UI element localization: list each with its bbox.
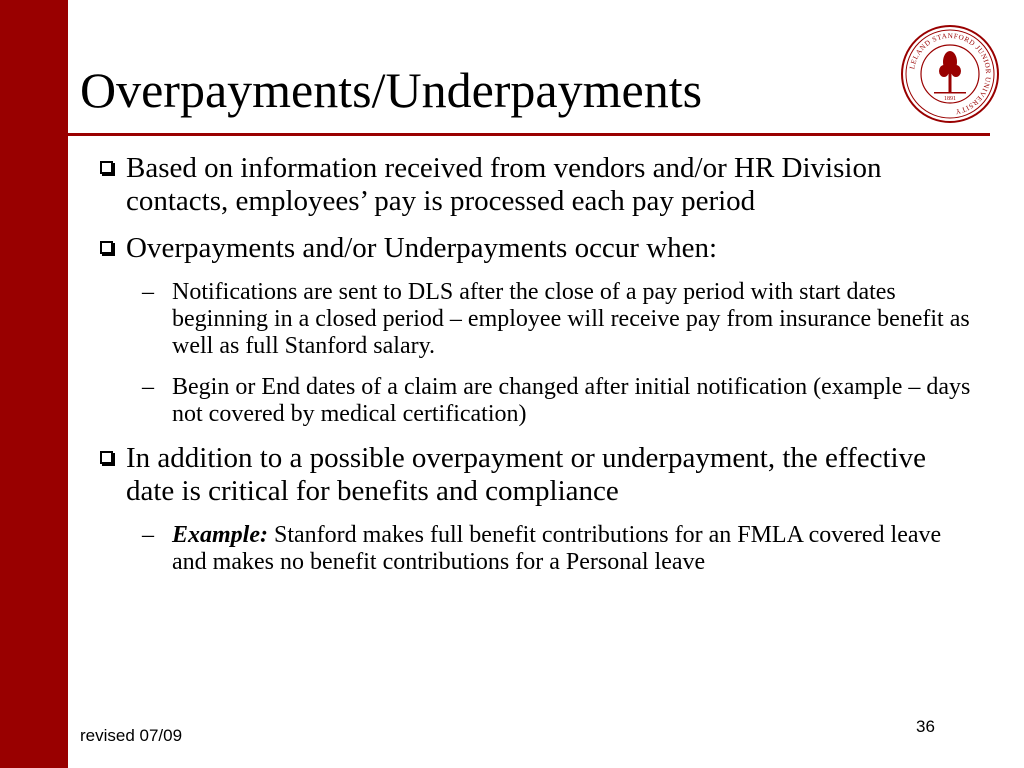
bullet-list xyxy=(100,152,980,590)
revision-footer: revised 07/09 xyxy=(80,726,183,745)
stanford-seal-icon xyxy=(900,24,1000,124)
sub-bullet-item xyxy=(100,374,980,428)
checkbox-bullet-icon xyxy=(100,241,113,254)
checkbox-bullet-icon xyxy=(100,161,113,174)
bullet-text: Overpayments and/or Underpayments occur when: xyxy=(126,232,718,264)
sub-bullet-text: Stanford makes full benefit contributions for an FMLA covered leave and makes no benefit contributions for a Personal leave xyxy=(172,522,942,575)
title-divider xyxy=(68,133,990,136)
bullet-item xyxy=(100,152,980,218)
bullet-text: In addition to a possible overpayment or underpayment, the effective date is critical for benefits and compliance xyxy=(126,442,926,507)
sub-bullet-text: Notifications are sent to DLS after the close of a pay period with start dates beginning in a closed period – employee will receive pay from insurance benefit as well as full Stanford salary. xyxy=(172,279,970,359)
sub-bullet-item xyxy=(100,522,980,576)
dash-bullet-icon: – xyxy=(142,522,154,548)
slide-title: Overpayments/Underpayments xyxy=(80,62,703,118)
seal-ring-text: LELAND STANFORD JUNIOR UNIVERSITY xyxy=(908,31,993,116)
bullet-item xyxy=(100,442,980,508)
dash-bullet-icon: – xyxy=(142,374,154,400)
page-number: 36 xyxy=(916,717,935,736)
checkbox-bullet-icon xyxy=(100,451,113,464)
left-accent-bar xyxy=(0,0,68,768)
seal-year: 1891 xyxy=(944,96,956,102)
sub-bullet-text: Begin or End dates of a claim are changed after initial notification (example – days not covered by medical certification) xyxy=(172,374,971,427)
bullet-text: Based on information received from vendors and/or HR Division contacts, employees’ pay is processed each pay period xyxy=(126,152,882,217)
sub-bullet-item xyxy=(100,279,980,360)
example-label: Example: xyxy=(172,522,268,548)
bullet-item xyxy=(100,232,980,265)
dash-bullet-icon: – xyxy=(142,279,154,305)
